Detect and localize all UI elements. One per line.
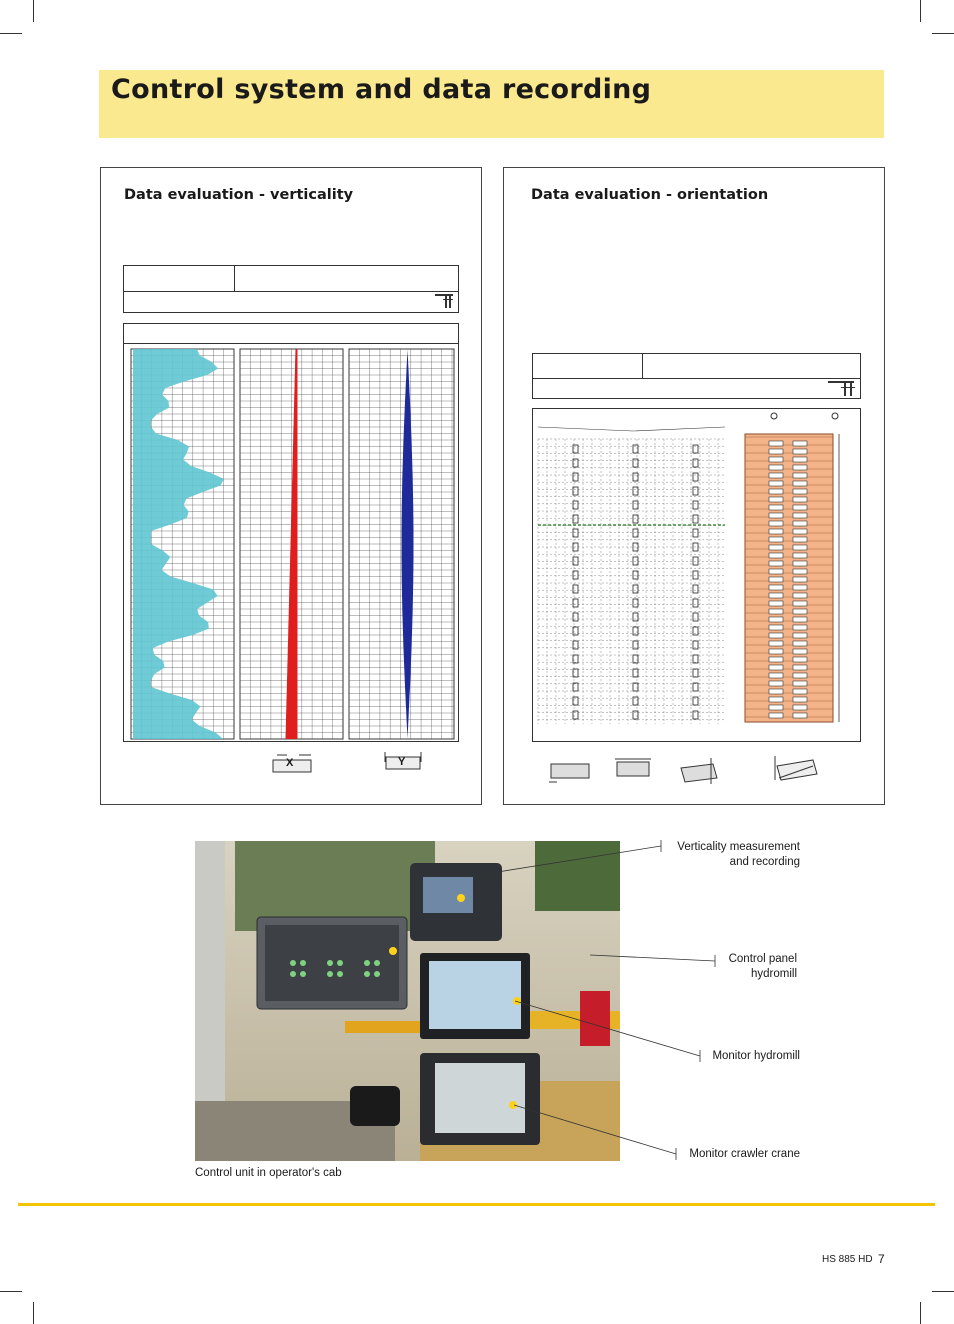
orientation-marker <box>573 613 578 621</box>
orientation-marker <box>573 557 578 565</box>
callout-monitor-hydromill: Monitor hydromill <box>712 1050 800 1062</box>
orientation-marker <box>693 557 698 565</box>
orientation-marker <box>693 501 698 509</box>
orientation-marker <box>633 711 638 719</box>
orientation-marker <box>633 571 638 579</box>
orientation-marker <box>573 683 578 691</box>
verticality-title: Data evaluation - verticality <box>124 187 354 203</box>
orientation-marker <box>633 599 638 607</box>
orientation-chart-frame <box>532 408 861 742</box>
orientation-marker <box>633 487 638 495</box>
orientation-marker <box>633 669 638 677</box>
tilt-sketch-icons <box>549 756 829 786</box>
orientation-marker <box>573 599 578 607</box>
orientation-marker <box>693 571 698 579</box>
orientation-marker <box>573 655 578 663</box>
reference-circle <box>771 413 777 419</box>
orientation-marker <box>693 473 698 481</box>
orientation-marker <box>693 655 698 663</box>
orientation-marker <box>633 459 638 467</box>
orientation-header-table <box>532 353 861 399</box>
callout-verticality-measurement: Verticality measurement and recording <box>677 841 800 868</box>
orientation-marker <box>693 711 698 719</box>
orientation-marker <box>633 585 638 593</box>
crop-mark <box>932 1291 954 1292</box>
orientation-marker <box>573 515 578 523</box>
crop-mark <box>33 0 34 22</box>
crop-mark <box>920 1302 921 1324</box>
orientation-marker <box>693 669 698 677</box>
orientation-marker <box>573 711 578 719</box>
orientation-title: Data evaluation - orientation <box>531 187 769 203</box>
crop-mark <box>920 0 921 22</box>
orientation-marker <box>633 515 638 523</box>
callout-control-panel: Control panel hydromill <box>728 953 797 980</box>
operator-cab-photo <box>195 841 620 1161</box>
callout-monitor-crawler-crane: Monitor crawler crane <box>689 1148 800 1160</box>
orientation-marker <box>693 487 698 495</box>
orientation-marker <box>573 627 578 635</box>
page-number: 7 <box>878 1252 885 1266</box>
orientation-marker <box>573 459 578 467</box>
orientation-marker <box>633 557 638 565</box>
y-axis-label: Y <box>398 756 406 768</box>
orientation-marker <box>573 473 578 481</box>
orientation-marker <box>693 515 698 523</box>
crop-mark <box>33 1302 34 1324</box>
title-band <box>99 70 884 138</box>
orientation-marker <box>573 501 578 509</box>
orientation-marker <box>573 571 578 579</box>
orientation-marker <box>693 459 698 467</box>
orientation-chart <box>533 409 860 741</box>
footer-model: HS 885 HD <box>822 1254 873 1265</box>
page-title: Control system and data recording <box>111 74 652 105</box>
orientation-marker <box>693 613 698 621</box>
photo-caption: Control unit in operator's cab <box>195 1167 342 1179</box>
orientation-marker <box>693 529 698 537</box>
verticality-chart-frame <box>123 323 459 742</box>
orientation-marker <box>633 613 638 621</box>
rig-logo-icon <box>828 379 858 397</box>
orientation-marker <box>633 473 638 481</box>
rig-logo-icon <box>435 293 455 309</box>
crop-mark <box>0 33 22 34</box>
orientation-marker <box>633 655 638 663</box>
orientation-panel <box>503 167 885 805</box>
orientation-marker <box>573 487 578 495</box>
crop-mark <box>0 1291 22 1292</box>
x-axis-label: X <box>286 757 294 769</box>
orientation-marker <box>633 683 638 691</box>
orientation-marker <box>693 585 698 593</box>
orientation-marker <box>573 529 578 537</box>
orientation-marker <box>573 585 578 593</box>
verticality-header-table <box>123 265 459 313</box>
orientation-marker <box>633 529 638 537</box>
orientation-marker <box>633 627 638 635</box>
verticality-chart <box>124 324 458 741</box>
crop-mark <box>932 33 954 34</box>
orientation-marker <box>693 683 698 691</box>
verticality-panel <box>100 167 482 805</box>
orientation-marker <box>573 669 578 677</box>
orientation-marker <box>693 599 698 607</box>
orientation-marker <box>693 627 698 635</box>
orientation-marker <box>633 501 638 509</box>
reference-circle <box>832 413 838 419</box>
footer-rule <box>18 1203 935 1206</box>
